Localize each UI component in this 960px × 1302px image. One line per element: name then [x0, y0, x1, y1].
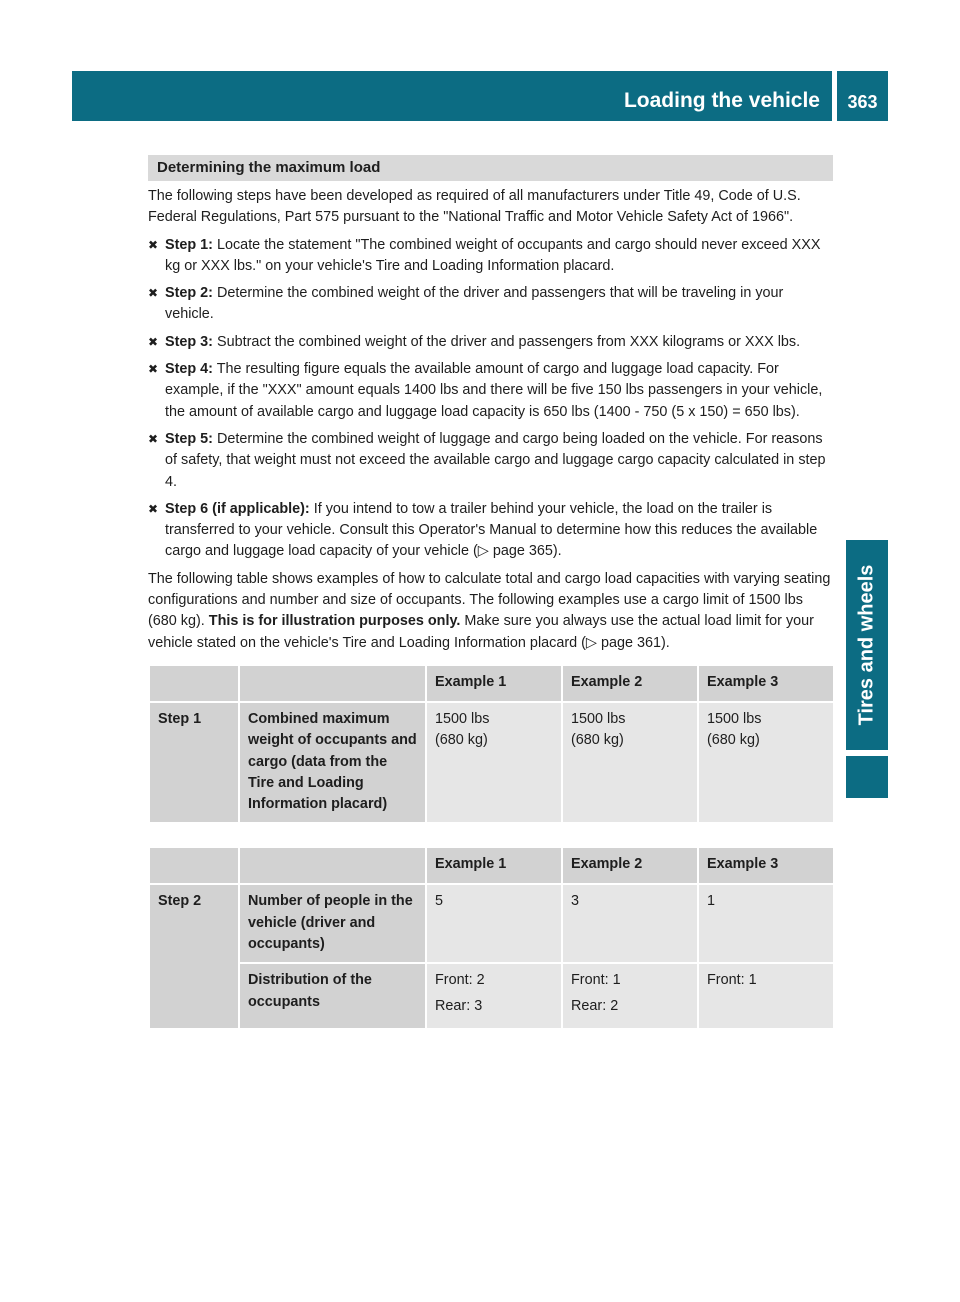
step-arrow-icon: ✖: [148, 501, 159, 516]
value-line: (680 kg): [435, 732, 488, 749]
table-header-row: [149, 847, 834, 884]
step-arrow-icon: ✖: [148, 237, 159, 252]
table-header-cell: Example 2: [562, 847, 698, 884]
table-header-cell: Example 1: [426, 665, 562, 702]
table-header-cell: [149, 665, 239, 702]
value-line: (680 kg): [571, 732, 624, 749]
value-cell: 3: [562, 884, 698, 963]
load-table-step-2: [148, 846, 835, 1029]
step-item: [148, 429, 833, 493]
side-tab-marker: [846, 756, 888, 798]
step-item: [148, 359, 833, 423]
table-header-cell: Example 3: [698, 847, 834, 884]
value-cell: [426, 702, 562, 823]
chapter-title: Loading the vehicle: [623, 89, 820, 112]
front-value: Front: 1: [571, 972, 621, 989]
step-item: [148, 235, 833, 278]
description-cell: Distribution of the occupants: [239, 963, 426, 1029]
step-text: The resulting figure equals the available amount of cargo and luggage load capacity. For example, if the "XXX" amount equals 1400 lbs and there will be five 150 lbs passengers in your vehicle, the amount of available cargo and luggage load capacity is 650 lbs (1400 - 750 (5 x 150) = 650 lbs).: [165, 361, 823, 420]
table-header-cell: Example 1: [426, 847, 562, 884]
value-cell: 5: [426, 884, 562, 963]
table-row: [149, 702, 834, 823]
step-arrow-icon: ✖: [148, 362, 159, 377]
rear-value: Rear: 3: [435, 997, 483, 1014]
load-table-step-1: [148, 664, 835, 824]
table-row: [149, 963, 834, 1029]
rear-value: Rear: 2: [571, 997, 619, 1014]
outro-paragraph: [148, 569, 833, 654]
outro-text: The following table shows examples of how to calculate total and cargo load capacities with varying seating configurations and number and size of occupants. The following examples use a cargo limit of 1500 lbs (680 kg).: [148, 570, 831, 630]
step-label: Step 5:: [165, 430, 213, 447]
step-label: Step 4:: [165, 361, 213, 378]
table-row: [149, 884, 834, 963]
step-arrow-icon: ✖: [148, 286, 159, 301]
page-number-box: [837, 71, 888, 121]
section-heading: Determining the maximum load: [148, 155, 833, 181]
step-text: If you intend to tow a trailer behind your vehicle, the load on the trailer is transferred to your vehicle. Consult this Operator's Manual to determine how this reduces the available cargo and luggage load capacity of your vehicle (▷ page 365).: [165, 500, 818, 560]
step-label: Step 3:: [165, 333, 213, 350]
step-arrow-icon: ✖: [148, 334, 159, 349]
step-text: Subtract the combined weight of the driver and passengers from XXX kilograms or XXX lbs.: [212, 333, 801, 350]
front-value: Front: 2: [435, 972, 485, 989]
intro-paragraph: The following steps have been developed as required of all manufacturers under Title 49, Code of U.S. Federal Regulations, Part 575 pursuant to the "National Traffic and Motor Vehicle Safety Act of 1966".: [148, 188, 801, 226]
step-text: Determine the combined weight of luggage and cargo being loaded on the vehicle. For reasons of safety, that weight must not exceed the available cargo and luggage cargo capacity calculated in step 4.: [165, 430, 826, 490]
table-header-cell: [239, 847, 426, 884]
step-label: Step 1:: [165, 236, 213, 253]
outro-text-end: Make sure you always use the actual load limit for your vehicle stated on the vehicle's Tire and Loading Information placard (▷ page 361).: [148, 613, 814, 651]
front-value: Front: 1: [707, 972, 757, 989]
value-cell: 1: [698, 884, 834, 963]
step-item: [148, 283, 833, 326]
value-cell: [562, 702, 698, 823]
step-text: Locate the statement "The combined weight of occupants and cargo should never exceed XXX kg or XXX lbs." on your vehicle's Tire and Loading Information placard.: [165, 236, 821, 274]
main-content: [148, 155, 833, 1030]
table-header-cell: Example 3: [698, 665, 834, 702]
description-cell: Combined maximum weight of occupants and cargo (data from the Tire and Loading Information placard): [239, 702, 426, 823]
table-header-cell: Example 2: [562, 665, 698, 702]
side-tab: [846, 540, 888, 750]
step-item: [148, 499, 833, 563]
step-text: Determine the combined weight of the driver and passengers that will be traveling in your vehicle.: [165, 285, 784, 323]
value-line: (680 kg): [707, 732, 760, 749]
value-cell: [426, 963, 562, 1029]
table-header-cell: [149, 847, 239, 884]
side-tab-label: Tires and wheels: [855, 564, 878, 726]
outro-bold-text: This is for illustration purposes only.: [208, 613, 461, 630]
page-number: 363: [847, 92, 878, 112]
value-line: 1500 lbs: [707, 710, 762, 727]
value-line: 1500 lbs: [571, 710, 626, 727]
value-cell: [562, 963, 698, 1029]
step-cell: Step 1: [149, 702, 239, 823]
header-bar: [72, 71, 832, 121]
table-header-row: [149, 665, 834, 702]
description-cell: Number of people in the vehicle (driver and occupants): [239, 884, 426, 963]
value-line: 1500 lbs: [435, 710, 490, 727]
step-item: [148, 332, 833, 353]
step-label: Step 6 (if applicable):: [165, 500, 310, 517]
step-cell: Step 2: [149, 884, 239, 1028]
value-cell: [698, 963, 834, 1029]
table-header-cell: [239, 665, 426, 702]
step-label: Step 2:: [165, 285, 213, 302]
step-arrow-icon: ✖: [148, 431, 159, 446]
value-cell: [698, 702, 834, 823]
